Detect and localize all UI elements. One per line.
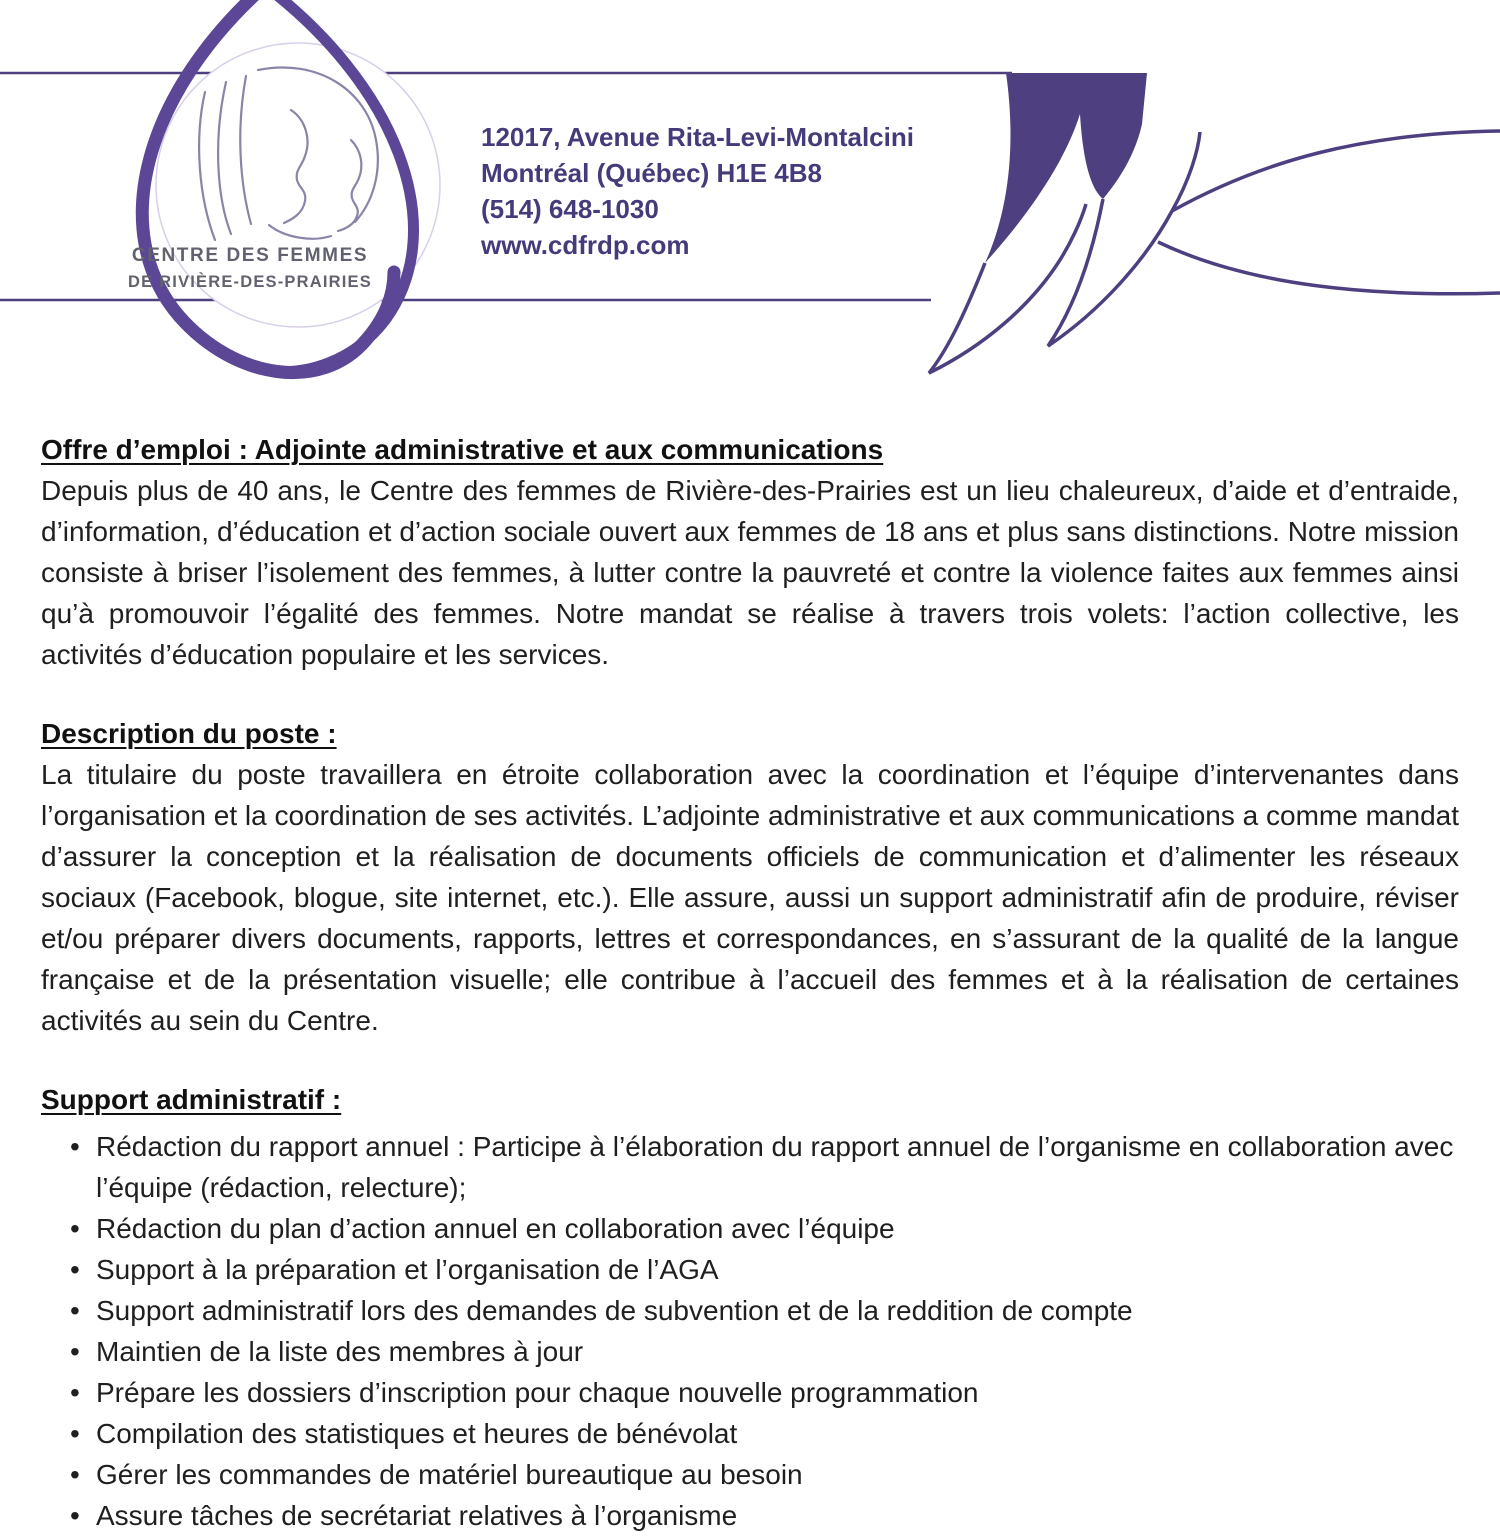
contact-block (481, 119, 914, 263)
logo-drop-icon (55, 0, 445, 405)
document-body (41, 405, 1459, 1536)
contact-website-link[interactable]: www.cdfrdp.com (481, 230, 690, 260)
description-paragraph: La titulaire du poste travaillera en étroite collaboration avec la coordination et l’équipe d’intervenantes dans l’organisation et la coordination de ses activités. L’adjointe administrative et aux communications a comme mandat d’assurer la conception et la réalisation de documents officiels de communication et d’alimenter les réseaux sociaux (Facebook, blogue, site internet, etc.). Elle assure, aussi un support administratif afin de produire, réviser et/ou préparer divers documents, rapports, lettres et correspondances, en s’assurant de la qualité de la langue française et de la présentation visuelle; elle contribue à l’accueil des femmes et à la réalisation de certaines activités au sein du Centre. (41, 759, 1459, 1036)
contact-phone: (514) 648-1030 (481, 194, 659, 224)
list-item: • Rédaction du rapport annuel : Participe à l’élaboration du rapport annuel de l’organisme en collaboration avec l’équipe (rédaction, relecture); (96, 1126, 1459, 1208)
list-item: • Rédaction du plan d’action annuel en collaboration avec l’équipe (96, 1208, 1459, 1249)
list-item: • Maintien de la liste des membres à jour (96, 1331, 1459, 1372)
logo-caption (115, 243, 385, 295)
contact-address-line2: Montréal (Québec) H1E 4B8 (481, 158, 822, 188)
list-item: • Compilation des statistiques et heures de bénévolat (96, 1413, 1459, 1454)
intro-paragraph: Depuis plus de 40 ans, le Centre des femmes de Rivière-des-Prairies est un lieu chaleureux, d’aide et d’entraide, d’information, d’éducation et d’action sociale ouvert aux femmes de 18 ans et plus sans distinctions. Notre mission consiste à briser l’isolement des femmes, à lutter contre la pauvreté et contre la violence faites aux femmes ainsi qu’à promouvoir l’égalité des femmes. Notre mandat se réalise à travers trois volets: l’action collective, les activités d’éducation populaire et les services. (41, 475, 1459, 670)
org-logo (55, 0, 445, 405)
job-offer-title: Offre d’emploi : Adjointe administrative et aux communications (41, 434, 884, 465)
contact-address-line1: 12017, Avenue Rita-Levi-Montalcini (481, 122, 914, 152)
list-item: • Support administratif lors des demandes de subvention et de la reddition de compte (96, 1290, 1459, 1331)
letterhead (0, 0, 1500, 405)
section-heading-description: Description du poste : (41, 718, 337, 749)
logo-caption-line1: CENTRE DES FEMMES (131, 245, 369, 266)
list-item: • Prépare les dossiers d’inscription pour chaque nouvelle programmation (96, 1372, 1459, 1413)
list-item: • Gérer les commandes de matériel bureautique au besoin (96, 1454, 1459, 1495)
list-item: • Assure tâches de secrétariat relatives à l’organisme (96, 1495, 1459, 1536)
list-item: • Support à la préparation et l’organisation de l’AGA (96, 1249, 1459, 1290)
logo-caption-line2: DE RIVIÈRE-DES-PRAIRIES (128, 273, 372, 291)
section-heading-support: Support administratif : (41, 1084, 342, 1115)
support-task-list (41, 1126, 1459, 1536)
